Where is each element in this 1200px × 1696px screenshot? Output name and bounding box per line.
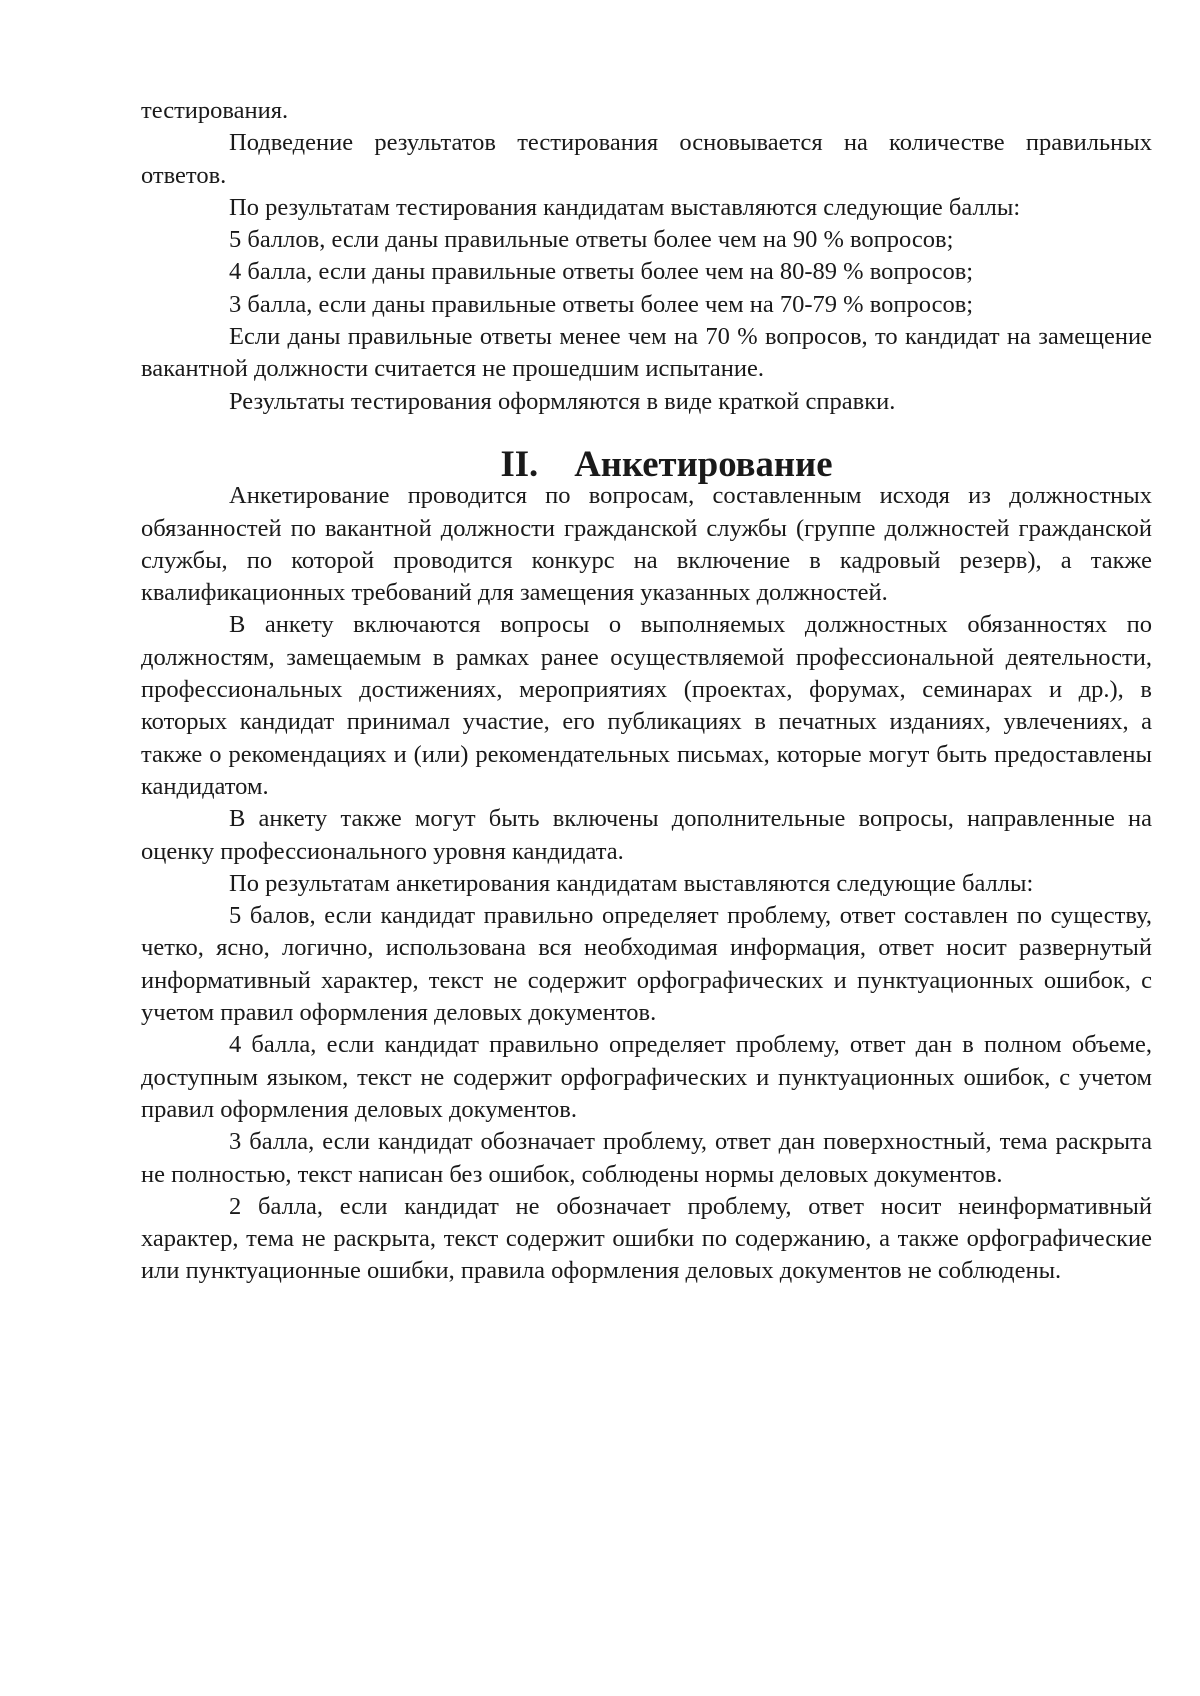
section-title: Анкетирование — [574, 442, 833, 484]
questionnaire-score-3: 3 балла, если кандидат обозначает проблему, ответ дан поверхностный, тема раскрыта не полностью, текст написан без ошибок, соблюдены нормы деловых документов. — [141, 1128, 1152, 1188]
paragraph-failed-test: Если даны правильные ответы менее чем на 70 % вопросов, то кандидат на замещение вакантной должности считается не прошедшим испытание. — [141, 323, 1152, 383]
paragraph-testing-scores-intro: По результатам тестирования кандидатам выставляются следующие баллы: — [229, 193, 1021, 221]
testing-score-4: 4 балла, если даны правильные ответы более чем на 80-89 % вопросов; — [229, 258, 974, 286]
paragraph-questionnaire-basis: Анкетирование проводится по вопросам, составленным исходя из должностных обязанностей по вакантной должности гражданской службы (группе должностей гражданской службы, по которой проводится конкурс на включение в кадровый резерв), а также квалификационных требований для замещения указанных должностей. — [141, 482, 1152, 607]
questionnaire-score-2: 2 балла, если кандидат не обозначает проблему, ответ носит неинформативный характер, тема не раскрыта, текст содержит ошибки по содержанию, а также орфографические или пунктуационные ошибки, правила оформления деловых документов не соблюдены. — [141, 1192, 1152, 1285]
paragraph-additional-questions: В анкету также могут быть включены дополнительные вопросы, направленные на оценку профессионального уровня кандидата. — [141, 805, 1152, 865]
testing-score-3: 3 балла, если даны правильные ответы более чем на 70-79 % вопросов; — [229, 290, 974, 318]
paragraph-results-basis: Подведение результатов тестирования основывается на количестве правильных ответов. — [141, 129, 1152, 189]
paragraph-questionnaire-scores-intro: По результатам анкетирования кандидатам выставляются следующие баллы: — [229, 869, 1034, 897]
questionnaire-score-5: 5 балов, если кандидат правильно определяет проблему, ответ составлен по существу, четко, ясно, логично, использована вся необходимая информация, ответ носит развернутый информативный характер, текст не содержит орфографических и пунктуационных ошибок, с учетом правил оформления деловых документов. — [141, 902, 1152, 1027]
paragraph-test-report: Результаты тестирования оформляются в виде краткой справки. — [229, 387, 896, 415]
document-body — [141, 95, 1152, 1288]
paragraph-questionnaire-content: В анкету включаются вопросы о выполняемых должностных обязанностях по должностям, замещаемым в рамках ранее осуществляемой профессиональной деятельности, профессиональных достижениях, мероприятиях (проектах, форумах, семинарах и др.), в которых кандидат принимал участие, его публикациях в печатных изданиях, увлечениях, а также о рекомендациях и (или) рекомендательных письмах, которые могут быть предоставлены кандидатом. — [141, 611, 1152, 800]
testing-score-5: 5 баллов, если даны правильные ответы более чем на 90 % вопросов; — [229, 226, 954, 254]
section-number: II. — [500, 442, 539, 484]
questionnaire-score-4: 4 балла, если кандидат правильно определяет проблему, ответ дан в полном объеме, доступным языком, текст не содержит орфографических и пунктуационных ошибок, с учетом правил оформления деловых документов. — [141, 1031, 1152, 1123]
section-heading — [141, 442, 1152, 484]
continuation-text: тестирования. — [141, 97, 289, 124]
